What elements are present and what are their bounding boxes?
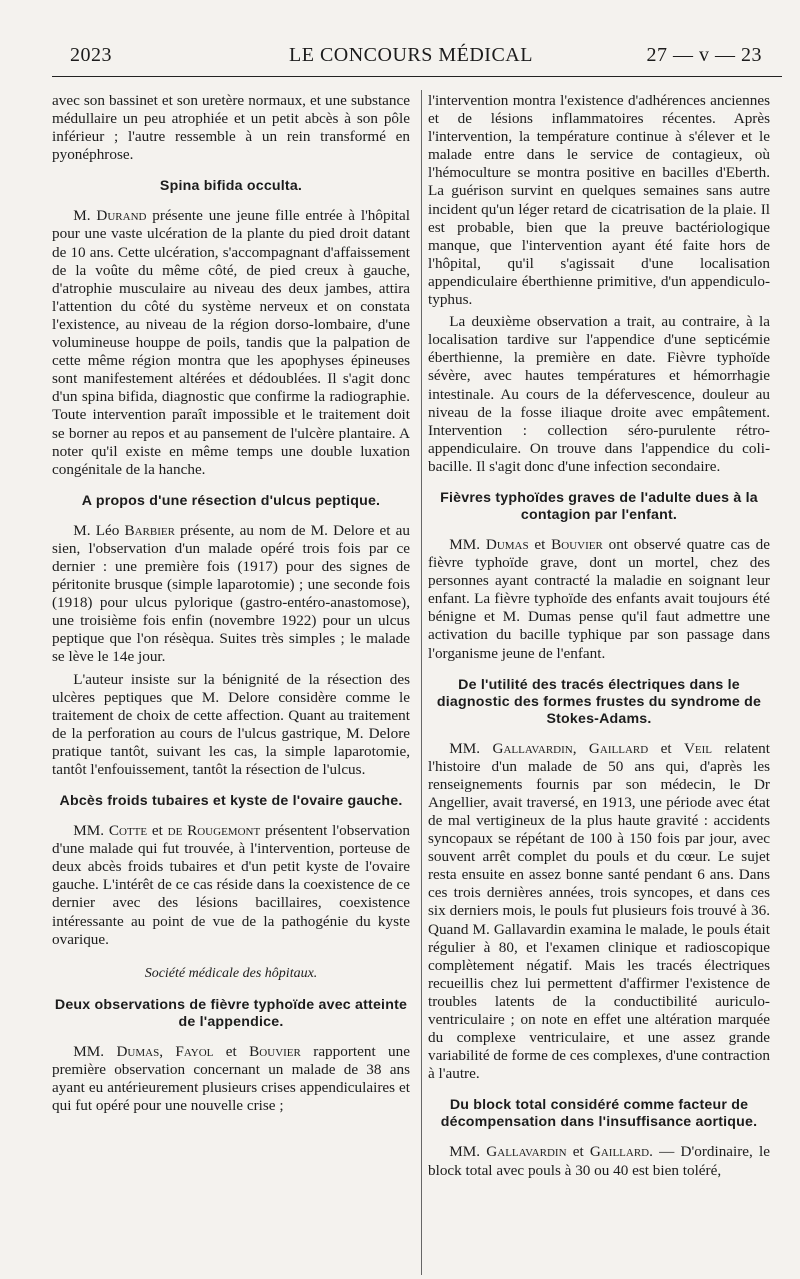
- paragraph: MM. Gallavardin et Gaillard. — D'ordinaire, le block total avec pouls à 30 ou 40 est bien toléré,: [428, 1143, 770, 1179]
- paragraph: MM. Dumas et Bouvier ont observé quatre cas de fièvre typhoïde grave, dont un mortel, chez des personnes ayant contracté la maladie en soignant leur enfant. La fièvre typhoïde des enfants avait toujours été bénigne et M. Dumas pense qu'il faut admettre une activation du bacille typhique par son passage dans l'organisme jeune de l'enfant.: [428, 535, 770, 662]
- author-name: Veil: [683, 739, 713, 757]
- right-column: [428, 92, 770, 1272]
- paragraph: MM. Gallavardin, Gaillard et Veil relatent l'histoire d'un malade de 50 ans qui, d'après les renseignements fournis par son médecin, le Dr Angellier, avait traversé, en 1913, une période avec état de mal vertigineux de la plus haute gravité : accidents syncopaux se répétant de 100 à 150 fois par jour, avec souvent arrêt complet du pouls et du cœur. Le sujet resta ensuite en assez bonne santé pendant 6 ans. Dans ces trois dernières années, trois syncopes, et dans ces six derniers mois, le pouls fut plusieurs fois trouvé à 36. Quand M. Gallavardin examina le malade, le pouls était régulier à 80, et l'examen clinique et radioscopique complètement négatif. Mais les tracés électriques recueillis chez lui permettent d'affirmer l'existence de troubles latents de la conductibilité auriculo-ventriculaire ; on note en effet une altération marquée du complexe ventriculaire, et une assez grande variabilité de forme de ces complexes, d'une contraction à l'autre.: [428, 739, 770, 1083]
- author-name: Bouvier: [249, 1042, 301, 1060]
- author-name: Gallavardin: [486, 1143, 567, 1161]
- author-name: Barbier: [124, 521, 175, 539]
- section-heading: A propos d'une résection d'ulcus peptique.: [81, 492, 381, 509]
- paragraph: L'auteur insiste sur la bénignité de la résection des ulcères peptiques que M. Delore considère comme le traitement de choix de cette affection. Quant au traitement de la perforation au cours de l'ulcus gastrique, M. Delore pratique tantôt, suivant les cas, la simple laparotomie, tantôt l'enfouissement, tantôt la résection de l'ulcus.: [52, 670, 410, 778]
- section-heading: De l'utilité des tracés électriques dans le diagnostic des formes frustes du syndrome de Stokes-Adams.: [436, 676, 762, 727]
- paragraph: l'intervention montra l'existence d'adhérences anciennes et de lésions inflammatoires récentes. Après l'intervention, la température continue à s'élever et le malade entre dans le service de contagieux, où l'hémoculture se montra positive en bacilles d'Eberth. La guérison survint en quelques semaines sans autre incident qu'un léger retard de cicatrisation de la plaie. Il est probable, bien que la preuve bactériologique manque, que l'intervention ayant été faite hors de l'hôpital, qu'il s'agissait d'une localisation appendiculaire éberthienne primitive, d'un appendiculo-typhus.: [428, 92, 770, 309]
- paragraph: MM. Cotte et de Rougemont présentent l'observation d'une malade qui fut trouvée, à l'intervention, porteuse de deux abcès froids tubaires et d'un petit kyste de l'ovaire gauche. L'intérêt de ce cas réside dans la coexistence de ce dernier avec des lésions bacillaires, coexistence intéressante au point de vue de la pathogénie du kyste ovarique.: [52, 822, 410, 948]
- section-heading: Fièvres typhoïdes graves de l'adulte dues à la contagion par l'enfant.: [440, 489, 758, 523]
- left-column: [52, 92, 410, 1272]
- page-number: 2023: [70, 44, 112, 66]
- author-name: Bouvier: [551, 535, 603, 553]
- column-divider: [421, 90, 422, 1275]
- author-name: Dumas: [485, 535, 529, 553]
- section-heading: Abcès froids tubaires et kyste de l'ovaire gauche.: [59, 793, 403, 810]
- section-heading: Deux observations de fièvre typhoïde avec atteinte de l'appendice.: [54, 996, 408, 1030]
- author-name: Gallavardin, Gaillard: [492, 739, 649, 757]
- section-heading: Du block total considéré comme facteur de décompensation dans l'insuffisance aortique.: [440, 1097, 758, 1131]
- author-name: M. Durand: [73, 207, 147, 225]
- author-name: de Rougemont: [167, 822, 261, 840]
- paragraph: M. Léo Barbier présente, au nom de M. Delore et au sien, l'observation d'un malade opéré trois fois par ce dernier : une première fois (1917) pour des signes de péritonite brusque (simple laparotomie) ; une seconde fois (1918) pour ulcus pylorique (gastro-entéro-anastomose), une troisième fois enfin (novembre 1922) pour un ulcus peptique que l'on résèqua. Suites très simples ; le malade se lève le 14e jour.: [52, 521, 410, 666]
- page-header: [52, 44, 770, 74]
- issue-date: 27 — v — 23: [646, 44, 762, 66]
- paragraph: MM. Dumas, Fayol et Bouvier rapportent une première observation concernant un malade de 38 ans ayant eu antérieurement plusieurs crises appendiculaires et qui fut opéré pour une nouvelle crise ;: [52, 1042, 410, 1115]
- author-name: Cotte: [108, 822, 148, 840]
- section-heading: Spina bifida occulta.: [159, 178, 303, 195]
- author-name: Gaillard: [589, 1143, 650, 1161]
- header-rule: [52, 76, 782, 77]
- society-heading: Société médicale des hôpitaux.: [144, 965, 318, 981]
- paragraph: M. Durand présente une jeune fille entrée à l'hôpital pour une vaste ulcération de la plante du pied droit datant de 10 ans. Cette ulcération, s'accompagnant d'affaissement de la voûte du même côté, de pied creux à gauche, d'atrophie musculaire au niveau des deux jambes, attira l'attention du côté du système nerveux et on constata l'existence, au niveau de la région dorso-lombaire, d'une volumineuse houppe de poils, tandis que la palpation de cette même région montra que les apophyses épineuses sont manifestement altérées et dédoublées. Il s'agit donc d'un spina bifida, diagnostic que confirme la radiographie. Toute intervention paraît impossible et le traitement doit se borner au repos et au pansement de l'ulcère plantaire. A noter qu'il existe en même temps une double luxation congénitale de la hanche.: [52, 207, 410, 478]
- paragraph: La deuxième observation a trait, au contraire, à la localisation tardive sur l'appendice d'une septicémie éberthienne, la première en date. Fièvre typhoïde sévère, avec hautes températures et hémorrhagie intestinale. Au cours de la défervescence, douleur au niveau de la fosse iliaque droite avec empâtement. Intervention : collection séro-purulente rétro-appendiculaire. On trouve dans l'appendice du coli-bacille. Il s'agit donc d'une infection secondaire.: [428, 313, 770, 475]
- author-name: Dumas, Fayol: [116, 1042, 214, 1060]
- journal-title: LE CONCOURS MÉDICAL: [289, 44, 533, 66]
- paragraph: avec son bassinet et son uretère normaux, et une substance médullaire un peu atrophiée et un petit abcès à son pôle inférieur ; l'autre ressemble à un rein transformé en pyonéphrose.: [52, 92, 410, 164]
